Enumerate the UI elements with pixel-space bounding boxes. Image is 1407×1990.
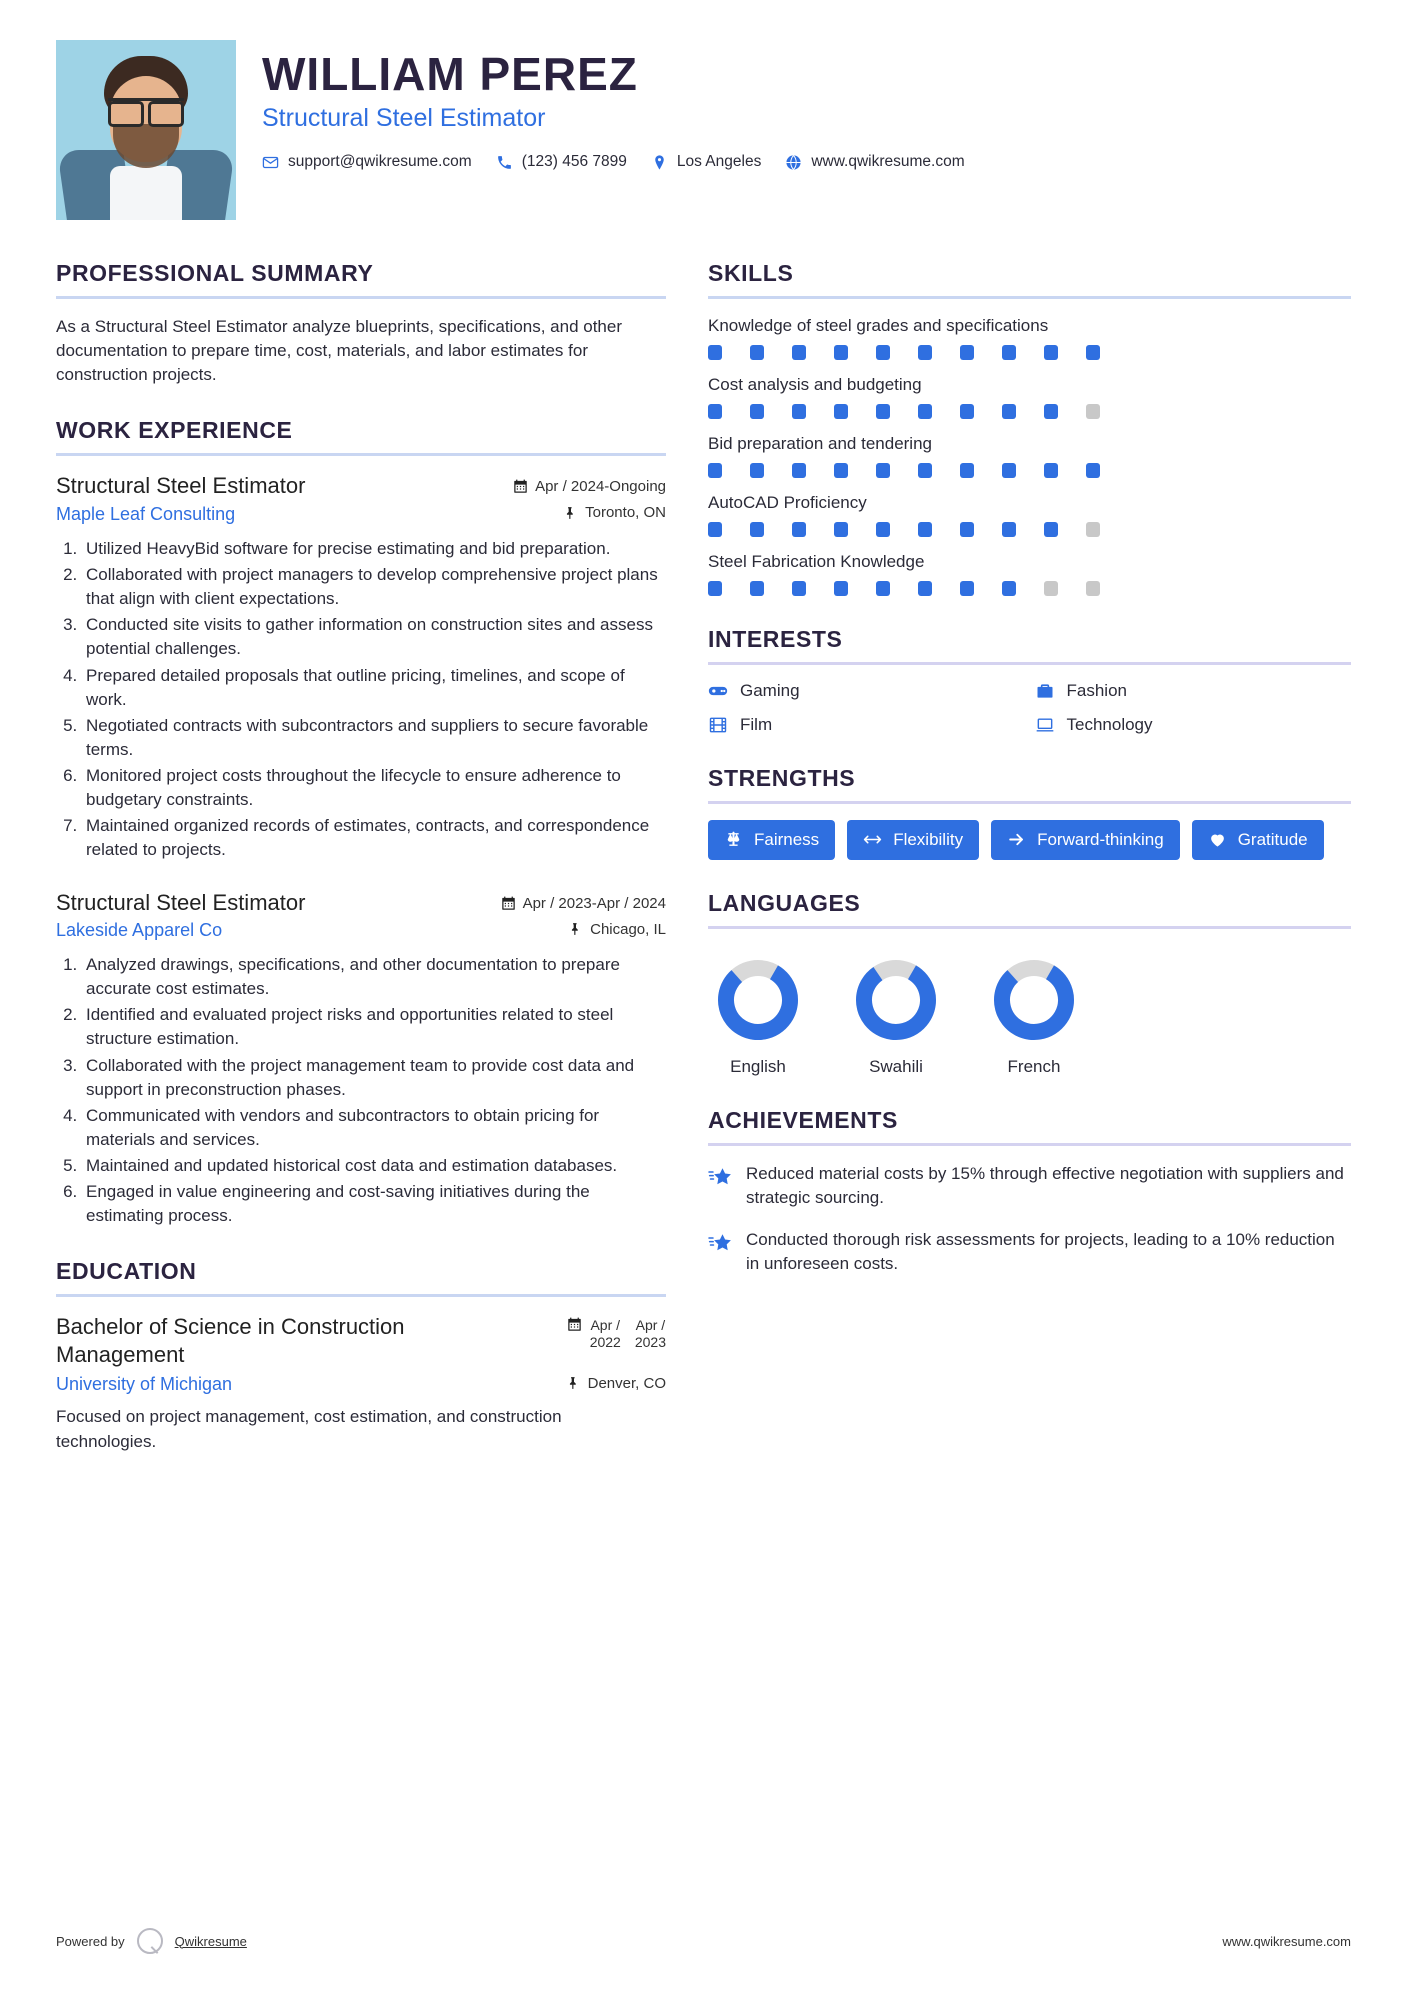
qwikresume-logo-icon bbox=[137, 1928, 163, 1954]
laptop-icon bbox=[1035, 715, 1055, 735]
star-badge-icon bbox=[708, 1231, 732, 1255]
skill-dot-filled bbox=[876, 463, 890, 478]
job-location bbox=[569, 921, 666, 938]
skill-dot-filled bbox=[1044, 522, 1058, 537]
scales-icon bbox=[724, 830, 743, 849]
job-bullet-item: 6. Monitored project costs throughout the lifecycle to ensure adherence to budgetary constraints. bbox=[82, 764, 666, 812]
skill-dot-filled bbox=[960, 345, 974, 360]
language-donut bbox=[711, 953, 805, 1047]
interests-heading: INTERESTS bbox=[708, 625, 843, 652]
globe-icon bbox=[785, 154, 802, 171]
skill-rating bbox=[708, 404, 1100, 419]
skill-dot-filled bbox=[792, 345, 806, 360]
strength-badge bbox=[847, 820, 979, 860]
skill-dot-filled bbox=[960, 522, 974, 537]
skill-dot-filled bbox=[876, 404, 890, 419]
job-bullet-item: 1. Analyzed drawings, specifications, and other documentation to prepare accurate cost estimates. bbox=[82, 953, 666, 1001]
skill-rating bbox=[708, 463, 1100, 478]
briefcase-icon bbox=[1035, 681, 1055, 701]
job-bullet-item: 1. Utilized HeavyBid software for precise estimating and bid preparation. bbox=[82, 537, 666, 561]
skill-item bbox=[708, 433, 1351, 478]
skill-name: AutoCAD Proficiency bbox=[708, 492, 867, 512]
section-languages bbox=[708, 890, 1351, 1077]
education-date-end: Apr / 2023 bbox=[634, 1317, 666, 1351]
section-interests bbox=[708, 626, 1351, 735]
photo-glasses bbox=[108, 98, 184, 118]
skill-item bbox=[708, 315, 1351, 360]
skill-dot-filled bbox=[708, 345, 722, 360]
job-subheader bbox=[56, 920, 666, 941]
job-dates bbox=[501, 889, 666, 915]
strength-label: Fairness bbox=[754, 829, 820, 849]
skill-dot-filled bbox=[1086, 345, 1100, 360]
achievement-text: Reduced material costs by 15% through effective negotiation with suppliers and strategic sourcing. bbox=[746, 1163, 1344, 1207]
job-location-text: Toronto, ON bbox=[585, 504, 666, 522]
contact-email-text: support@qwikresume.com bbox=[288, 153, 472, 171]
strength-badge bbox=[991, 820, 1180, 860]
candidate-job-title: Structural Steel Estimator bbox=[262, 104, 546, 133]
summary-rule bbox=[56, 296, 666, 299]
phone-icon bbox=[496, 154, 513, 171]
job-bullet-item: 2. Collaborated with project managers to develop comprehensive project plans that align with client expectations. bbox=[82, 563, 666, 611]
language-name: French bbox=[1007, 1056, 1061, 1076]
skills-heading: SKILLS bbox=[708, 260, 794, 286]
achievement-item bbox=[708, 1162, 1351, 1210]
summary-heading: PROFESSIONAL SUMMARY bbox=[56, 260, 374, 286]
job-company: Lakeside Apparel Co bbox=[56, 920, 223, 940]
jobs-list bbox=[56, 472, 666, 1228]
job-bullet-item: 4. Prepared detailed proposals that outline pricing, timelines, and scope of work. bbox=[82, 664, 666, 712]
interest-label: Film bbox=[740, 714, 773, 734]
skills-list bbox=[708, 315, 1351, 596]
skill-dot-empty bbox=[1086, 522, 1100, 537]
footer-website: www.qwikresume.com bbox=[1222, 1933, 1351, 1949]
strength-badge bbox=[1192, 820, 1324, 860]
header-text-block bbox=[262, 40, 1351, 171]
experience-heading: WORK EXPERIENCE bbox=[56, 417, 293, 444]
education-location-text: Denver, CO bbox=[587, 1374, 666, 1392]
education-school: University of Michigan bbox=[56, 1374, 233, 1395]
job-bullet-item: 7. Maintained organized records of estimates, contracts, and correspondence related to projects. bbox=[82, 814, 666, 862]
job-bullet-item: 4. Communicated with vendors and subcontractors to obtain pricing for materials and services. bbox=[82, 1104, 666, 1152]
section-strengths bbox=[708, 765, 1351, 860]
contact-website-text: www.qwikresume.com bbox=[811, 153, 965, 171]
interest-item bbox=[1035, 715, 1352, 735]
interests-rule bbox=[708, 662, 1351, 665]
skill-name: Bid preparation and tendering bbox=[708, 433, 932, 453]
skill-dot-filled bbox=[1002, 404, 1016, 419]
job-subheader bbox=[56, 504, 666, 525]
strength-badge bbox=[708, 820, 835, 860]
skill-dot-filled bbox=[834, 522, 848, 537]
skill-dot-filled bbox=[750, 345, 764, 360]
interest-label: Fashion bbox=[1066, 680, 1127, 700]
skill-dot-filled bbox=[918, 404, 932, 419]
skill-dot-filled bbox=[1086, 463, 1100, 478]
photo-shirt bbox=[110, 166, 182, 220]
skill-dot-empty bbox=[1044, 581, 1058, 596]
skill-dot-filled bbox=[750, 404, 764, 419]
interest-item bbox=[708, 715, 1025, 735]
skill-dot-filled bbox=[876, 581, 890, 596]
languages-list bbox=[708, 945, 1351, 1077]
job-entry bbox=[56, 889, 666, 1229]
education-header bbox=[56, 1313, 666, 1368]
skill-dot-filled bbox=[876, 345, 890, 360]
contact-email[interactable] bbox=[262, 153, 472, 171]
skill-dot-filled bbox=[1002, 463, 1016, 478]
skill-item bbox=[708, 374, 1351, 419]
footer-brand-block bbox=[56, 1928, 247, 1954]
skill-dot-empty bbox=[1086, 581, 1100, 596]
skill-dot-filled bbox=[792, 463, 806, 478]
education-list bbox=[56, 1313, 666, 1453]
skill-dot-filled bbox=[750, 463, 764, 478]
skill-dot-filled bbox=[1002, 522, 1016, 537]
section-achievements bbox=[708, 1107, 1351, 1277]
contact-phone-text: (123) 456 7899 bbox=[521, 153, 627, 171]
skill-dot-filled bbox=[834, 345, 848, 360]
achievements-list bbox=[708, 1162, 1351, 1277]
skill-item bbox=[708, 551, 1351, 596]
skill-rating bbox=[708, 345, 1100, 360]
skill-name: Cost analysis and budgeting bbox=[708, 374, 922, 394]
section-education bbox=[56, 1258, 666, 1453]
achievement-text: Conducted thorough risk assessments for projects, leading to a 10% reduction in unforeseen costs. bbox=[746, 1229, 1335, 1274]
job-bullet-item: 2. Identified and evaluated project risks and opportunities related to steel structure estimation. bbox=[82, 1003, 666, 1051]
language-item bbox=[984, 953, 1084, 1077]
job-entry bbox=[56, 472, 666, 862]
education-entry bbox=[56, 1313, 666, 1453]
language-donut bbox=[849, 953, 943, 1047]
job-bullets bbox=[82, 537, 666, 863]
heart-icon bbox=[1208, 830, 1227, 849]
skill-dot-filled bbox=[1044, 463, 1058, 478]
skill-dot-empty bbox=[1086, 404, 1100, 419]
education-degree: Bachelor of Science in Construction Management bbox=[56, 1314, 405, 1367]
job-bullets bbox=[82, 953, 666, 1228]
achievements-rule bbox=[708, 1143, 1351, 1146]
job-location-text: Chicago, IL bbox=[590, 920, 666, 938]
strengths-heading: STRENGTHS bbox=[708, 764, 856, 791]
skill-dot-filled bbox=[1002, 581, 1016, 596]
job-bullet-item: 6. Engaged in value engineering and cost-saving initiatives during the estimating process. bbox=[82, 1180, 666, 1228]
skill-dot-filled bbox=[708, 581, 722, 596]
skill-dot-filled bbox=[750, 581, 764, 596]
star-badge-icon bbox=[708, 1165, 732, 1189]
page-footer bbox=[56, 1928, 1351, 1954]
skill-dot-filled bbox=[750, 522, 764, 537]
contact-row bbox=[262, 153, 1351, 171]
section-work-experience bbox=[56, 417, 666, 1228]
contact-location-text: Los Angeles bbox=[676, 153, 762, 171]
footer-brand-link[interactable]: Qwikresume bbox=[174, 1933, 247, 1949]
skill-name: Steel Fabrication Knowledge bbox=[708, 551, 925, 571]
resume-header bbox=[56, 40, 1351, 220]
skill-item bbox=[708, 492, 1351, 537]
strength-label: Forward-thinking bbox=[1037, 829, 1164, 849]
education-subheader bbox=[56, 1374, 666, 1395]
job-bullet-item: 3. Conducted site visits to gather information on construction sites and assess potential challenges. bbox=[82, 613, 666, 661]
experience-rule bbox=[56, 453, 666, 456]
language-donut bbox=[987, 953, 1081, 1047]
skill-dot-filled bbox=[708, 522, 722, 537]
summary-text: As a Structural Steel Estimator analyze blueprints, specifications, and other documentation to prepare time, cost, materials, and labor estimates for construction projects. bbox=[56, 317, 623, 385]
skill-dot-filled bbox=[792, 522, 806, 537]
strength-label: Flexibility bbox=[893, 829, 964, 849]
education-date-start: Apr / 2022 bbox=[589, 1317, 621, 1351]
arrows-horizontal-icon bbox=[863, 830, 882, 849]
skill-dot-filled bbox=[876, 522, 890, 537]
interest-label: Gaming bbox=[740, 680, 800, 700]
skill-dot-filled bbox=[792, 581, 806, 596]
job-company: Maple Leaf Consulting bbox=[56, 503, 236, 524]
languages-heading: LANGUAGES bbox=[708, 889, 861, 916]
skill-dot-filled bbox=[1002, 345, 1016, 360]
strengths-rule bbox=[708, 801, 1351, 804]
job-dates bbox=[513, 472, 666, 498]
education-description: Focused on project management, cost estimation, and construction technologies. bbox=[56, 1407, 562, 1451]
skill-dot-filled bbox=[960, 581, 974, 596]
job-header bbox=[56, 472, 666, 500]
achievement-item bbox=[708, 1228, 1351, 1276]
profile-photo bbox=[56, 40, 236, 220]
interest-item bbox=[1035, 681, 1352, 701]
contact-website[interactable] bbox=[785, 153, 964, 171]
skill-dot-filled bbox=[960, 463, 974, 478]
skill-dot-filled bbox=[1044, 345, 1058, 360]
job-dates-text: Apr / 2024-Ongoing bbox=[535, 478, 666, 496]
skill-dot-filled bbox=[792, 404, 806, 419]
job-role: Structural Steel Estimator bbox=[56, 889, 306, 915]
language-name: English bbox=[730, 1056, 786, 1076]
language-name: Swahili bbox=[869, 1056, 923, 1076]
interest-item bbox=[708, 681, 1025, 701]
language-item bbox=[708, 953, 808, 1077]
skill-rating bbox=[708, 522, 1100, 537]
right-column bbox=[708, 260, 1351, 1306]
gamepad-icon bbox=[708, 681, 728, 701]
job-bullet-item: 5. Maintained and updated historical cost data and estimation databases. bbox=[82, 1154, 666, 1178]
skills-rule bbox=[708, 296, 1351, 299]
language-item bbox=[846, 953, 946, 1077]
skill-dot-filled bbox=[918, 581, 932, 596]
strength-label: Gratitude bbox=[1237, 829, 1308, 849]
job-dates-text: Apr / 2023-Apr / 2024 bbox=[522, 894, 666, 912]
envelope-icon bbox=[262, 154, 279, 171]
job-header bbox=[56, 889, 666, 917]
film-icon bbox=[708, 715, 728, 735]
contact-location bbox=[651, 153, 761, 171]
education-heading: EDUCATION bbox=[56, 1258, 197, 1285]
job-bullet-item: 5. Negotiated contracts with subcontractors and suppliers to secure favorable terms. bbox=[82, 714, 666, 762]
skill-dot-filled bbox=[834, 404, 848, 419]
achievements-heading: ACHIEVEMENTS bbox=[708, 1106, 898, 1133]
skill-dot-filled bbox=[918, 463, 932, 478]
job-role: Structural Steel Estimator bbox=[56, 473, 306, 499]
skill-dot-filled bbox=[918, 522, 932, 537]
interest-label: Technology bbox=[1066, 714, 1153, 734]
skill-dot-filled bbox=[1044, 404, 1058, 419]
languages-rule bbox=[708, 926, 1351, 929]
skill-dot-filled bbox=[708, 463, 722, 478]
section-skills bbox=[708, 260, 1351, 596]
education-dates bbox=[567, 1313, 666, 1351]
skill-dot-filled bbox=[960, 404, 974, 419]
location-pin-icon bbox=[651, 154, 668, 171]
education-location bbox=[567, 1375, 666, 1392]
strengths-list bbox=[708, 820, 1351, 860]
job-location bbox=[564, 504, 666, 521]
skill-dot-filled bbox=[918, 345, 932, 360]
contact-phone[interactable] bbox=[496, 153, 627, 171]
skill-dot-filled bbox=[834, 463, 848, 478]
arrow-right-icon bbox=[1007, 830, 1026, 849]
skill-dot-filled bbox=[834, 581, 848, 596]
education-rule bbox=[56, 1294, 666, 1297]
section-professional-summary bbox=[56, 260, 666, 387]
candidate-name: WILLIAM PEREZ bbox=[262, 48, 638, 100]
skill-dot-filled bbox=[708, 404, 722, 419]
interests-list bbox=[708, 681, 1351, 735]
skill-rating bbox=[708, 581, 1100, 596]
footer-powered-by-label: Powered by bbox=[56, 1933, 125, 1949]
job-bullet-item: 3. Collaborated with the project management team to provide cost data and support in preconstruction phases. bbox=[82, 1054, 666, 1102]
resume-body bbox=[56, 260, 1351, 1484]
skill-name: Knowledge of steel grades and specifications bbox=[708, 316, 1049, 335]
left-column bbox=[56, 260, 666, 1484]
